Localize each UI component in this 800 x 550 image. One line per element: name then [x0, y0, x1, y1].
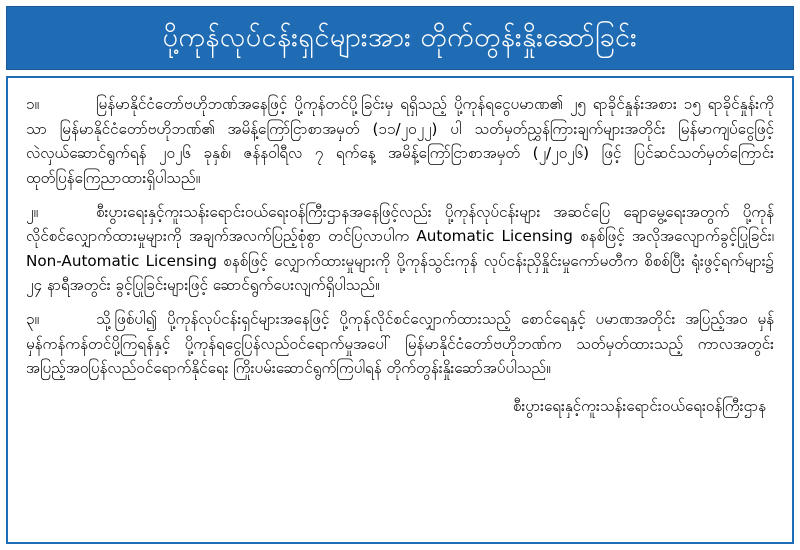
header-banner	[6, 6, 794, 70]
paragraph-1-text: မြန်မာနိုင်ငံတော်ဗဟိုဘဏ်အနေဖြင့် ပို့ကုန်တင်ပို့ခြင်းမှ ရရှိသည့် ပို့ကုန်ရငွေပမာဏ၏ ၂၅ ရာခိုင်နှုန်းအစား ၁၅ ရာခိုင်နှုန်းကိုသာ မြန်မာနိုင်ငံတော်ဗဟိုဘဏ်၏ အမိန့်ကြော်ငြာစာအမှတ် (၁၁/၂၀၂၂) ပါ သတ်မှတ်ညွှန်ကြားချက်များအတိုင်း မြန်မာကျပ်ငွေဖြင့် လဲလှယ်ဆောင်ရွက်ရန် ၂၀၂၆ ခုနှစ်၊ ဇန်နဝါရီလ ၇ ရက်နေ့ အမိန့်ကြော်ငြာစာအမှတ် (၂/၂၀၂၆) ဖြင့် ပြင်ဆင်သတ်မှတ်ကြောင်း ထုတ်ပြန်ကြေညာထားရှိပါသည်။	[26, 95, 774, 187]
paragraph-1-number: ၁။	[26, 95, 40, 113]
announcement-body	[6, 76, 794, 544]
paragraph-1	[26, 92, 774, 191]
paragraph-3-text: သို့ဖြစ်ပါ၍ ပို့ကုန်လုပ်ငန်းရှင်များအနေဖြင့် ပို့ကုန်လိုင်စင်လျှောက်ထားသည့် စောင်ရေနှင့် ပမာဏအတိုင်း အပြည့်အဝ မှန်မှန်ကန်ကန်တင်ပို့ကြရန်နှင့် ပို့ကုန်ရငွေပြန်လည်ဝင်ရောက်မှုအပေါ် မြန်မာနိုင်ငံတော်ဗဟိုဘဏ်က သတ်မှတ်ထားသည့် ကာလအတွင်း အပြည့်အဝပြန်လည်ဝင်ရောက်နိုင်ရေး ကြိုးပမ်းဆောင်ရွက်ကြပါရန် တိုက်တွန်းနှိုးဆော်အပ်ပါသည်။	[26, 310, 774, 378]
page-title: ပို့ကုန်လုပ်ငန်းရှင်များအား တိုက်တွန်းနှိုးဆော်ခြင်း	[162, 21, 638, 53]
paragraph-2-number: ၂။	[26, 202, 39, 221]
paragraph-2	[26, 200, 774, 299]
paragraph-3-number: ၃။	[26, 310, 40, 328]
paragraph-3	[26, 307, 774, 381]
paragraph-2-text: စီးပွားရေးနှင့်ကူးသန်းရောင်းဝယ်ရေးဝန်ကြီးဌာနအနေဖြင့်လည်း ပို့ကုန်လုပ်ငန်းများ အဆင်ပြေ ချောမွေ့ရေးအတွက် ပို့ကုန်လိုင်စင်လျှောက်ထားမှုများကို အချက်အလက်ပြည့်စုံစွာ တင်ပြလာပါက Automatic Licensing စနစ်ဖြင့် အလိုအလျောက်ခွင့်ပြုခြင်း၊ Non-Automatic Licensing စနစ်ဖြင့် လျှောက်ထားမှုများကို ပို့ကုန်သွင်းကုန် လုပ်ငန်းညှိနှိုင်းမှုကော်မတီက စိစစ်ပြီး ရုံးဖွင့်ရက်များ၌ ၂၄ နာရီအတွင်း ခွင့်ပြုခြင်းများဖြင့် ဆောင်ရွက်ပေးလျက်ရှိပါသည်။	[26, 202, 774, 295]
signature-line: စီးပွားရေးနှင့်ကူးသန်းရောင်းဝယ်ရေးဝန်ကြီးဌာန	[512, 396, 766, 415]
